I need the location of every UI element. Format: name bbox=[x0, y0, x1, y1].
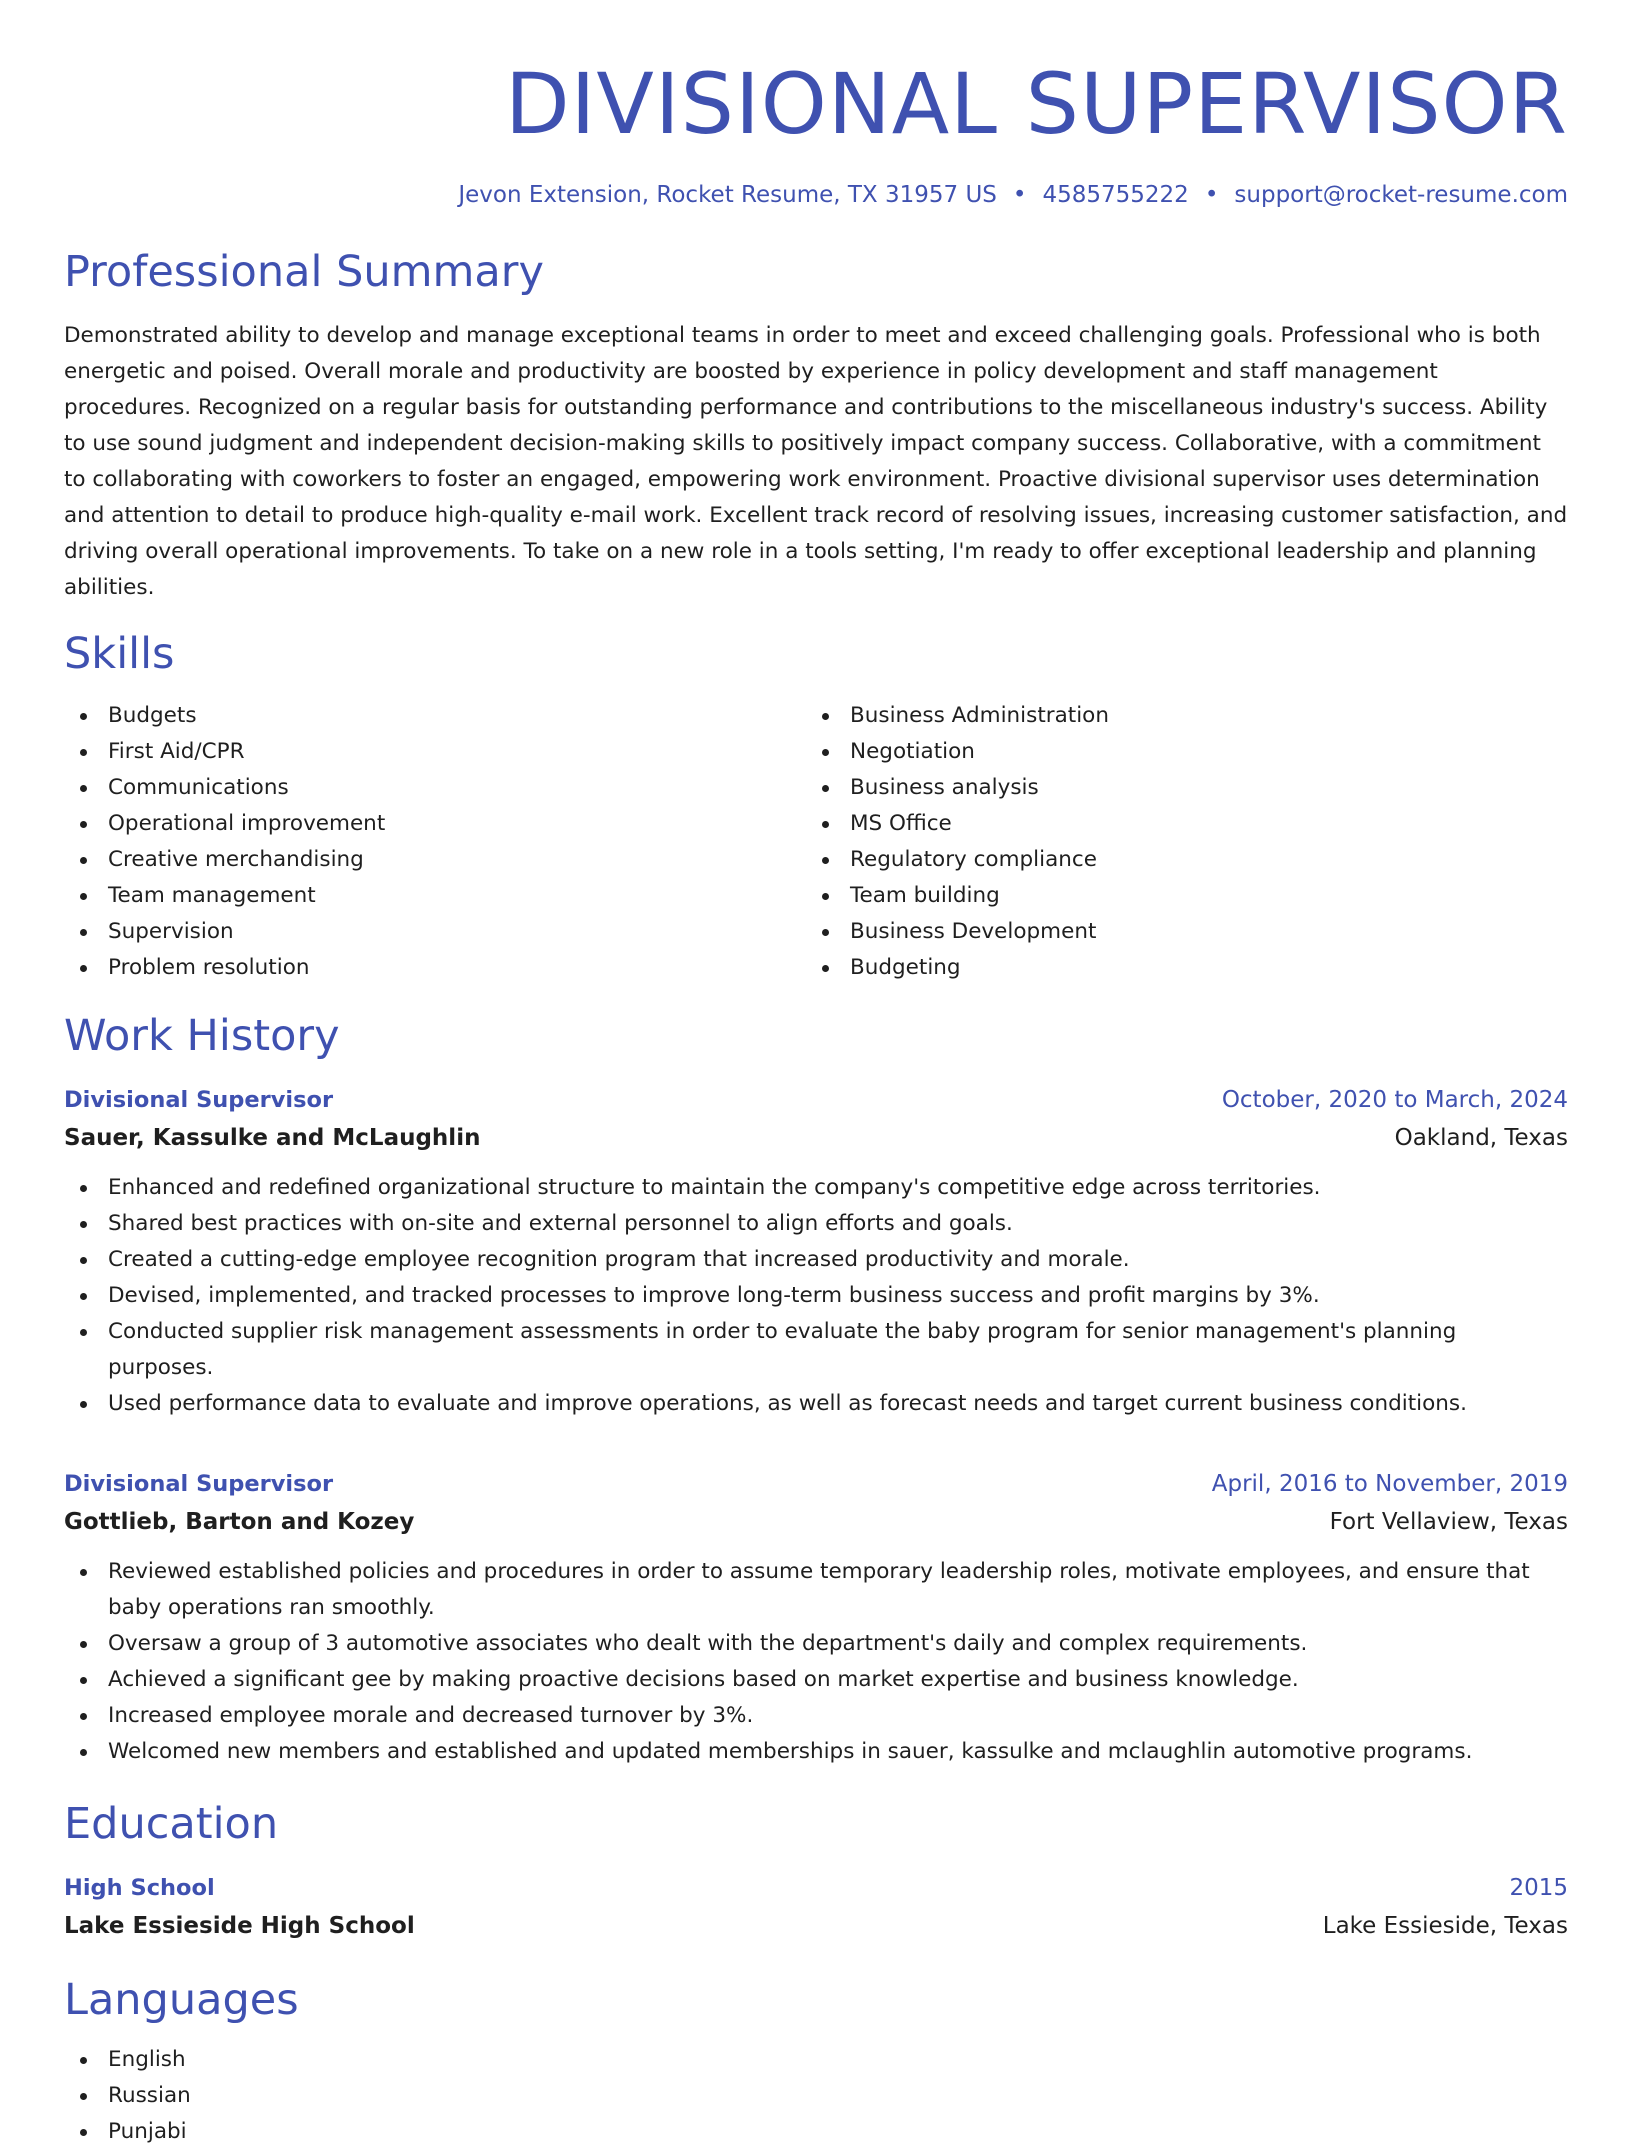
job-bullet: Oversaw a group of 3 automotive associates who dealt with the department's daily and complex requirements. bbox=[64, 1626, 1568, 1662]
education-degree: High School bbox=[64, 1875, 215, 1901]
job-bullet: Devised, implemented, and tracked processes to improve long-term business success and profit margins by 3%. bbox=[64, 1278, 1568, 1314]
job-company: Gottlieb, Barton and Kozey bbox=[64, 1509, 415, 1535]
contact-line bbox=[64, 180, 1568, 210]
skills-heading: Skills bbox=[64, 629, 175, 679]
job-dates: October, 2020 to March, 2024 bbox=[1221, 1087, 1568, 1113]
skill-item: Communications bbox=[64, 770, 806, 806]
resume-page bbox=[64, 0, 1568, 2150]
job-role: Divisional Supervisor bbox=[64, 1087, 334, 1113]
education-location: Lake Essieside, Texas bbox=[1322, 1913, 1568, 1939]
job-entry bbox=[64, 1082, 1568, 1422]
skill-item: First Aid/CPR bbox=[64, 734, 806, 770]
language-item: Punjabi bbox=[64, 2114, 1568, 2150]
skill-item: Business Administration bbox=[806, 698, 1548, 734]
skills-grid bbox=[64, 698, 1568, 986]
job-header-row bbox=[64, 1082, 1568, 1118]
job-bullet: Increased employee morale and decreased turnover by 3%. bbox=[64, 1698, 1568, 1734]
skill-item: Team building bbox=[806, 878, 1548, 914]
education-school: Lake Essieside High School bbox=[64, 1913, 415, 1939]
education-header-row bbox=[64, 1870, 1568, 1906]
languages-heading: Languages bbox=[64, 1975, 299, 2025]
resume-header bbox=[64, 0, 1568, 210]
education-entry bbox=[64, 1870, 1568, 1946]
skill-item: MS Office bbox=[806, 806, 1548, 842]
skill-item: Business Development bbox=[806, 914, 1548, 950]
job-bullet: Welcomed new members and established and updated memberships in sauer, kassulke and mclaughlin automotive programs. bbox=[64, 1734, 1568, 1770]
skill-item: Creative merchandising bbox=[64, 842, 806, 878]
resume-title: DIVISIONAL SUPERVISOR bbox=[504, 55, 1568, 153]
job-bullet: Shared best practices with on-site and external personnel to align efforts and goals. bbox=[64, 1206, 1568, 1242]
language-item: English bbox=[64, 2042, 1568, 2078]
skill-item: Problem resolution bbox=[64, 950, 806, 986]
job-location: Oakland, Texas bbox=[1394, 1125, 1568, 1151]
skills-column-right bbox=[806, 698, 1548, 986]
language-item: Russian bbox=[64, 2078, 1568, 2114]
job-dates: April, 2016 to November, 2019 bbox=[1211, 1471, 1568, 1497]
job-bullet: Created a cutting-edge employee recognition program that increased productivity and morale. bbox=[64, 1242, 1568, 1278]
education-heading: Education bbox=[64, 1799, 279, 1849]
skill-item: Budgeting bbox=[806, 950, 1548, 986]
contact-separator: • bbox=[1012, 182, 1027, 208]
job-bullets bbox=[64, 1170, 1568, 1422]
contact-phone: 4585755222 bbox=[1042, 182, 1189, 208]
job-bullet: Achieved a significant gee by making proactive decisions based on market expertise and business knowledge. bbox=[64, 1662, 1568, 1698]
job-role: Divisional Supervisor bbox=[64, 1471, 334, 1497]
job-bullet: Used performance data to evaluate and improve operations, as well as forecast needs and target current business conditions. bbox=[64, 1386, 1568, 1422]
job-bullets bbox=[64, 1554, 1568, 1770]
summary-heading: Professional Summary bbox=[64, 247, 544, 297]
skill-item: Regulatory compliance bbox=[806, 842, 1548, 878]
skill-item: Team management bbox=[64, 878, 806, 914]
skill-item: Business analysis bbox=[806, 770, 1548, 806]
job-bullet: Conducted supplier risk management assessments in order to evaluate the baby program for senior management's planning purposes. bbox=[64, 1314, 1568, 1386]
contact-address: Jevon Extension, Rocket Resume, TX 31957 US bbox=[458, 182, 997, 208]
contact-email: support@rocket-resume.com bbox=[1234, 182, 1568, 208]
education-year: 2015 bbox=[1509, 1875, 1568, 1901]
summary-text: Demonstrated ability to develop and manage exceptional teams in order to meet and exceed challenging goals. Professional who is both energetic and poised. Overall morale and productivity are boosted by experience in policy development and staff management procedures. Recognized on a regular basis for outstanding performance and contributions to the miscellaneous industry's success. Ability to use sound judgment and independent decision-making skills to positively impact company success. Collaborative, with a commitment to collaborating with coworkers to foster an engaged, empowering work environment. Proactive divisional supervisor uses determination and attention to detail to produce high-quality e-mail work. Excellent track record of resolving issues, increasing customer satisfaction, and driving overall operational improvements. To take on a new role in a tools setting, I'm ready to offer exceptional leadership and planning abilities. bbox=[64, 323, 1568, 600]
skill-item: Budgets bbox=[64, 698, 806, 734]
job-bullet: Enhanced and redefined organizational structure to maintain the company's competitive edge across territories. bbox=[64, 1170, 1568, 1206]
job-company: Sauer, Kassulke and McLaughlin bbox=[64, 1125, 481, 1151]
skill-item: Operational improvement bbox=[64, 806, 806, 842]
job-location: Fort Vellaview, Texas bbox=[1329, 1509, 1568, 1535]
job-company-row bbox=[64, 1118, 1568, 1158]
job-entry bbox=[64, 1466, 1568, 1770]
skills-column-left bbox=[64, 698, 806, 986]
job-header-row bbox=[64, 1466, 1568, 1502]
skill-item: Negotiation bbox=[806, 734, 1548, 770]
job-bullet: Reviewed established policies and procedures in order to assume temporary leadership roles, motivate employees, and ensure that baby operations ran smoothly. bbox=[64, 1554, 1568, 1626]
work-history-heading: Work History bbox=[64, 1011, 340, 1061]
skill-item: Supervision bbox=[64, 914, 806, 950]
education-school-row bbox=[64, 1906, 1568, 1946]
job-company-row bbox=[64, 1502, 1568, 1542]
languages-list bbox=[64, 2042, 1568, 2150]
contact-separator: • bbox=[1204, 182, 1219, 208]
